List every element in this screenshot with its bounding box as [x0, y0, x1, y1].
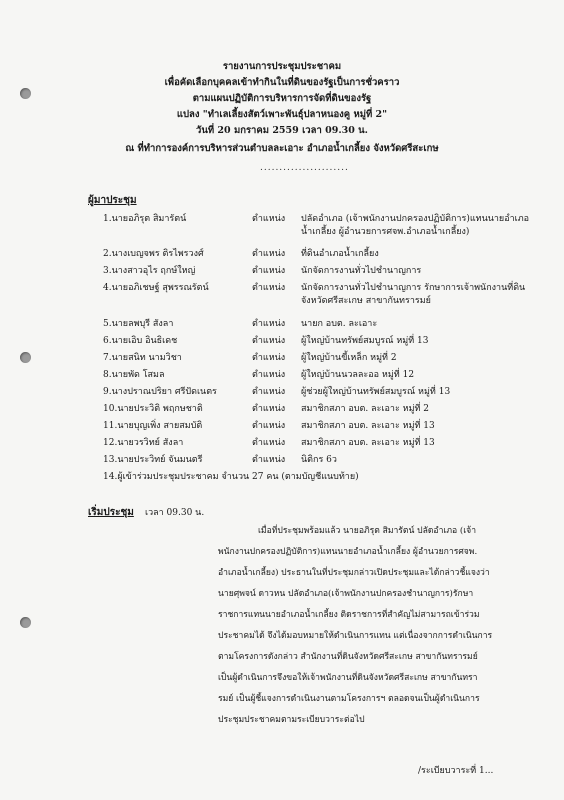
header-line-1: รายงานการประชุมประชาคม [222, 61, 342, 72]
paragraph-line: เมื่อที่ประชุมพร้อมแล้ว นายอภิรุต สิมารัตน์ ปลัดอำเภอ (เจ้า [258, 526, 477, 536]
meeting-start-time: เวลา 09.30 น. [145, 508, 205, 518]
attendee-name: 6.นายเอิบ อินธิเดช [103, 336, 178, 346]
attendee-label: ตำแหน่ง [252, 353, 286, 363]
punch-hole [20, 352, 31, 363]
attendee-name: 2.นางเบญจพร ติรไพรวงศ์ [103, 249, 204, 259]
attendee-name: 4.นายอภิเชษฐ์ สุพรรณรัตน์ [103, 283, 209, 293]
attendee-label: ตำแหน่ง [252, 370, 286, 380]
attendee-label: ตำแหน่ง [252, 438, 286, 448]
paragraph-line: เป็นผู้ดำเนินการจึงขอให้เจ้าพนักงานที่ดินจังหวัดศรีสะเกษ สาขากันทรา [218, 673, 478, 683]
attendee-position: ผู้ใหญ่บ้านนวลละออ หมู่ที่ 12 [301, 370, 415, 380]
attendee-name: 14.ผู้เข้าร่วมประชุมประชาคม จำนวน 27 คน (ตามบัญชีแนบท้าย) [103, 472, 359, 482]
header-line-4: แปลง "ทำเลเลี้ยงสัตว์เพาะพันธุ์ปลาหนองคู หมู่ที่ 2" [176, 109, 388, 120]
attendee-position: ผู้ใหญ่บ้านขี้เหล็ก หมู่ที่ 2 [301, 353, 397, 363]
paragraph-line: ตามโครงการดังกล่าว สำนักงานที่ดินจังหวัดศรีสะเกษ สาขากันทรารมย์ [218, 652, 478, 662]
attendee-position: สมาชิกสภา อบต. ละเอาะ หมู่ที่ 13 [301, 438, 435, 448]
attendee-label: ตำแหน่ง [252, 455, 286, 465]
attendee-position: นักจัดการงานทั่วไปชำนาญการ [301, 266, 422, 276]
attendee-name: 12.นายวรวิทย์ สังลา [103, 438, 184, 448]
attendee-position-cont: น้ำเกลี้ยง ผู้อำนวยการศจพ.อำเภอน้ำเกลี้ยง) [301, 227, 470, 237]
paragraph-line: ประชุมประชาคมตามระเบียบวาระต่อไป [218, 715, 365, 725]
attendee-name: 7.นายสนิท นามวิชา [103, 353, 182, 363]
header-separator: ....................... [260, 163, 349, 173]
attendee-position: สมาชิกสภา อบต. ละเอาะ หมู่ที่ 2 [301, 404, 430, 414]
attendee-name: 5.นายลพบุรี สังลา [103, 319, 174, 329]
attendee-position: ผู้ช่วยผู้ใหญ่บ้านทรัพย์สมบูรณ์ หมู่ที่ 13 [301, 387, 451, 397]
attendee-name: 9.นางปราณปริยา ศรีปัดเนตร [103, 387, 217, 397]
attendee-label: ตำแหน่ง [252, 266, 286, 276]
attendee-name: 13.นายประวิทย์ จันมนตรี [103, 455, 203, 465]
attendees-title: ผู้มาประชุม [88, 195, 137, 206]
attendee-position: นายก อบต. ละเอาะ [301, 319, 378, 329]
attendee-label: ตำแหน่ง [252, 404, 286, 414]
attendee-label: ตำแหน่ง [252, 283, 286, 293]
attendee-label: ตำแหน่ง [252, 249, 286, 259]
attendee-label: ตำแหน่ง [252, 319, 286, 329]
attendee-name: 10.นายประวิติ พฤกษชาติ [103, 404, 203, 414]
paragraph-line: ประชาคมได้ จึงได้มอบหมายให้ดำเนินการแทน แต่เนื่องจากการดำเนินการ [218, 631, 493, 641]
header-line-5: วันที่ 20 มกราคม 2559 เวลา 09.30 น. [196, 125, 368, 136]
paragraph-line: นายศุพจน์ ดาวหน ปลัดอำเภอ(เจ้าพนักงานปกครองชำนาญการ)รักษา [218, 589, 474, 599]
punch-hole [20, 617, 31, 628]
header-line-6: ณ ที่ทำการองค์การบริหารส่วนตำบลละเอาะ อำเภอน้ำเกลี้ยง จังหวัดศรีสะเกษ [125, 143, 439, 154]
header-line-2: เพื่อคัดเลือกบุคคลเข้าทำกินในที่ดินของรัฐเป็นการชั่วคราว [164, 77, 400, 88]
attendee-label: ตำแหน่ง [252, 336, 286, 346]
attendee-name: 3.นางสาวอุไร ฤกษ์ใหญ่ [103, 266, 196, 276]
meeting-start-title: เริ่มประชุม [88, 507, 134, 518]
header-line-3: ตามแผนปฏิบัติการบริหารการจัดที่ดินของรัฐ [192, 93, 372, 104]
attendee-name: 8.นายพัด โสมล [103, 370, 165, 380]
attendee-position: ปลัดอำเภอ (เจ้าพนักงานปกครองปฏิบัติการ)แทนนายอำเภอ [301, 214, 530, 224]
attendee-name: 11.นายบุญเพิ่ง สายสมบัติ [103, 421, 203, 431]
attendee-position: ผู้ใหญ่บ้านทรัพย์สมบูรณ์ หมู่ที่ 13 [301, 336, 429, 346]
next-page-reference: /ระเบียบวาระที่ 1... [418, 766, 494, 776]
attendee-position-cont: จังหวัดศรีสะเกษ สาขากันทรารมย์ [301, 296, 431, 306]
paragraph-line: อำเภอน้ำเกลี้ยง) ประธานในที่ประชุมกล่าวเปิดประชุมและได้กล่าวชี้แจงว่า [218, 568, 490, 578]
attendee-position: ที่ดินอำเภอน้ำเกลี้ยง [301, 249, 379, 259]
attendee-position: นิติกร 6ว [301, 455, 337, 465]
attendee-label: ตำแหน่ง [252, 214, 286, 224]
attendee-position: นักจัดการงานทั่วไปชำนาญการ รักษาการเจ้าพนักงานที่ดิน [301, 283, 526, 293]
paragraph-line: พนักงานปกครองปฏิบัติการ)แทนนายอำเภอน้ำเกลี้ยง ผู้อำนวยการศจพ. [218, 547, 478, 557]
attendee-position: สมาชิกสภา อบต. ละเอาะ หมู่ที่ 13 [301, 421, 435, 431]
attendee-name: 1.นายอภิรุต สิมารัตน์ [103, 214, 187, 224]
attendee-label: ตำแหน่ง [252, 421, 286, 431]
attendee-label: ตำแหน่ง [252, 387, 286, 397]
paragraph-line: รมย์ เป็นผู้ชี้แจงการดำเนินงานตามโครงการฯ ตลอดจนเป็นผู้ดำเนินการ [218, 694, 480, 704]
paragraph-line: ราชการแทนนายอำเภอน้ำเกลี้ยง ติดราชการที่สำคัญไม่สามารถเข้าร่วม [218, 610, 480, 620]
